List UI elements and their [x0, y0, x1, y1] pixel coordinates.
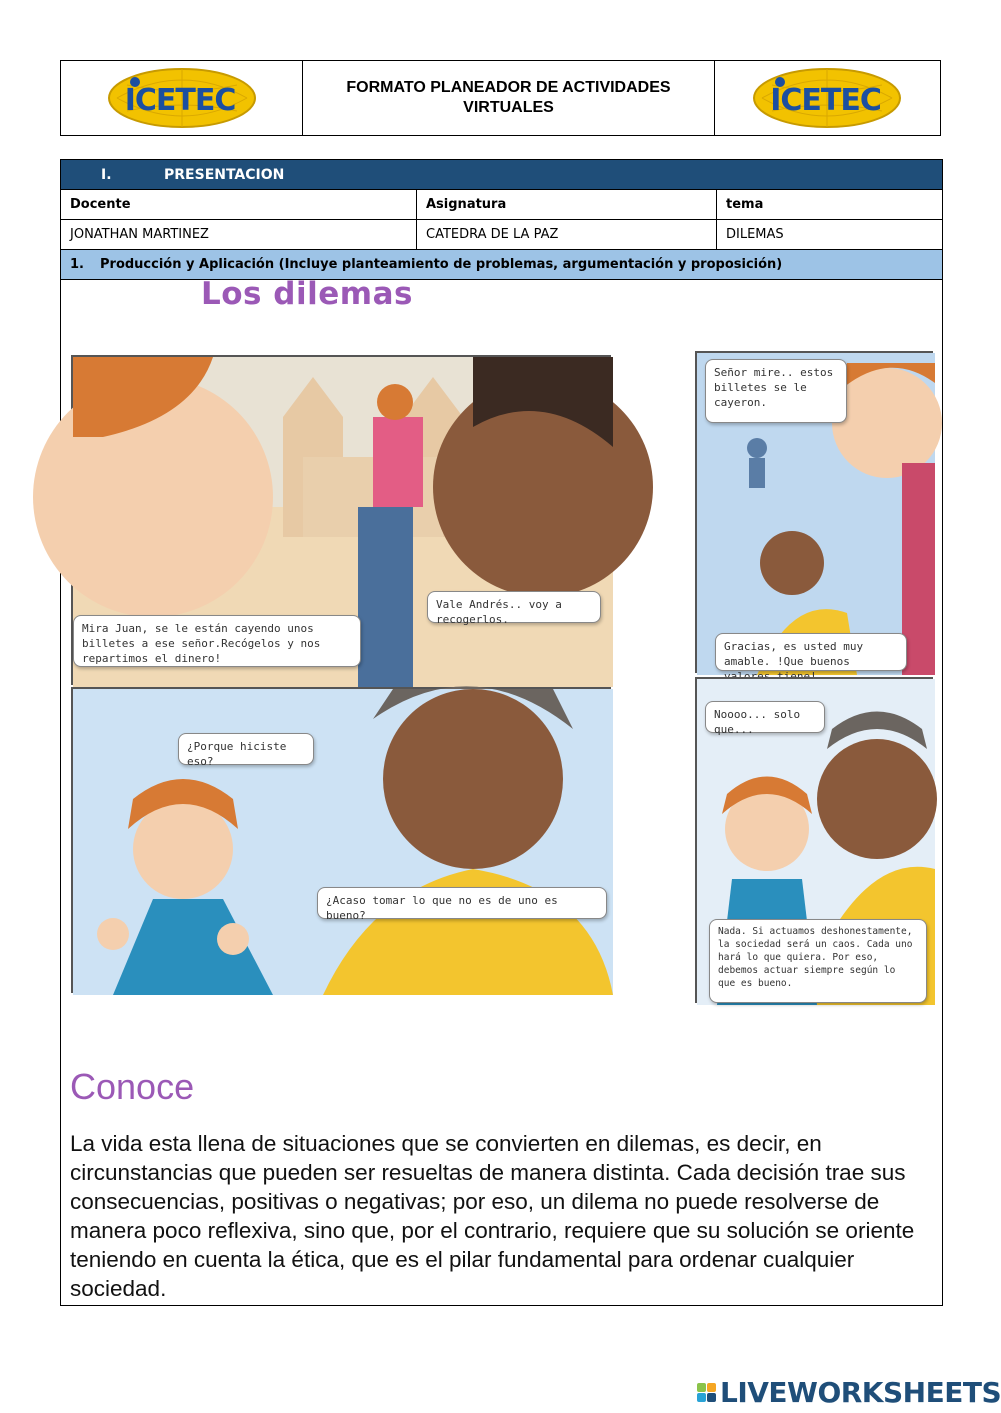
- subsection-title: Producción y Aplicación (Incluye planteamiento de problemas, argumentación y proposición): [100, 257, 783, 272]
- logo-text: ICETEC: [770, 83, 881, 118]
- liveworksheets-brand[interactable]: [697, 1376, 1001, 1409]
- title-line-1: FORMATO PLANEADOR DE ACTIVIDADES: [346, 79, 671, 96]
- section-number: I.: [101, 166, 112, 183]
- value-tema: DILEMAS: [726, 227, 784, 242]
- comic-panel-3: [695, 351, 933, 673]
- conoce-title: Conoce: [70, 1066, 195, 1107]
- value-asignatura: CATEDRA DE LA PAZ: [417, 220, 717, 249]
- logo-cell-right: [715, 61, 940, 135]
- section-title: PRESENTACION: [164, 166, 285, 183]
- section-header: [60, 159, 943, 190]
- content-box: [60, 276, 943, 1306]
- speech-bubble-1: Mira Juan, se le están cayendo unos billetes a ese señor.Recógelos y nos repartimos el dinero!: [73, 615, 361, 667]
- info-table: [60, 159, 943, 280]
- speech-bubble-4: ¿Acaso tomar lo que no es de uno es bueno?: [317, 887, 607, 919]
- conoce-paragraph: La vida esta llena de situaciones que se convierten en dilemas, es decir, en circunstancias que pueden ser resueltas de manera distinta. Cada decisión trae sus consecuencias, positivas o negativas; por eso, un dilema no puede resolverse de manera poco reflexiva, sino que, por el contrario, requiere que su solución se oriente teniendo en cuenta la ética, que es el pilar fundamental para ordenar cualquier sociedad.: [70, 1131, 915, 1301]
- comic-panel-4: [695, 677, 933, 1003]
- document-title: [303, 61, 714, 135]
- liveworksheets-icon: [697, 1383, 716, 1402]
- value-docente: JONATHAN MARTINEZ: [61, 220, 417, 249]
- speech-bubble-2: Vale Andrés.. voy a recogerlos.: [427, 591, 601, 623]
- speech-bubble-8: Nada. Si actuamos deshonestamente, la sociedad será un caos. Cada uno hará lo que quiera. Por eso, debemos actuar siempre según lo que es bueno.: [709, 919, 927, 1003]
- header-table: [60, 60, 941, 136]
- speech-bubble-7: Noooo... solo que...: [705, 701, 825, 733]
- comic-panel-1: [71, 355, 611, 685]
- icetec-logo-right: [752, 67, 902, 129]
- speech-bubble-3: ¿Porque hiciste eso?: [178, 733, 314, 765]
- title-line-2: VIRTUALES: [463, 99, 554, 116]
- subsection-header: [60, 250, 943, 280]
- info-header-row: [60, 190, 943, 220]
- comic-panel-2: [71, 687, 611, 993]
- comic-illustration-2: [73, 689, 613, 995]
- header-asignatura: Asignatura: [417, 190, 717, 219]
- info-values-row: [60, 220, 943, 250]
- header-tema: tema: [726, 197, 764, 212]
- speech-bubble-5: Señor mire.. estos billetes se le cayeron.: [705, 359, 847, 423]
- subsection-number: 1.: [70, 257, 84, 272]
- liveworksheets-text: LIVEWORKSHEETS: [720, 1376, 1001, 1409]
- logo-text: ICETEC: [124, 83, 236, 118]
- speech-bubble-6: Gracias, es usted muy amable. !Que buenos: [715, 633, 907, 671]
- header-docente: Docente: [61, 190, 417, 219]
- logo-cell-left: [61, 61, 303, 135]
- icetec-logo-left: [107, 67, 257, 129]
- comic-title: Los dilemas: [201, 276, 413, 312]
